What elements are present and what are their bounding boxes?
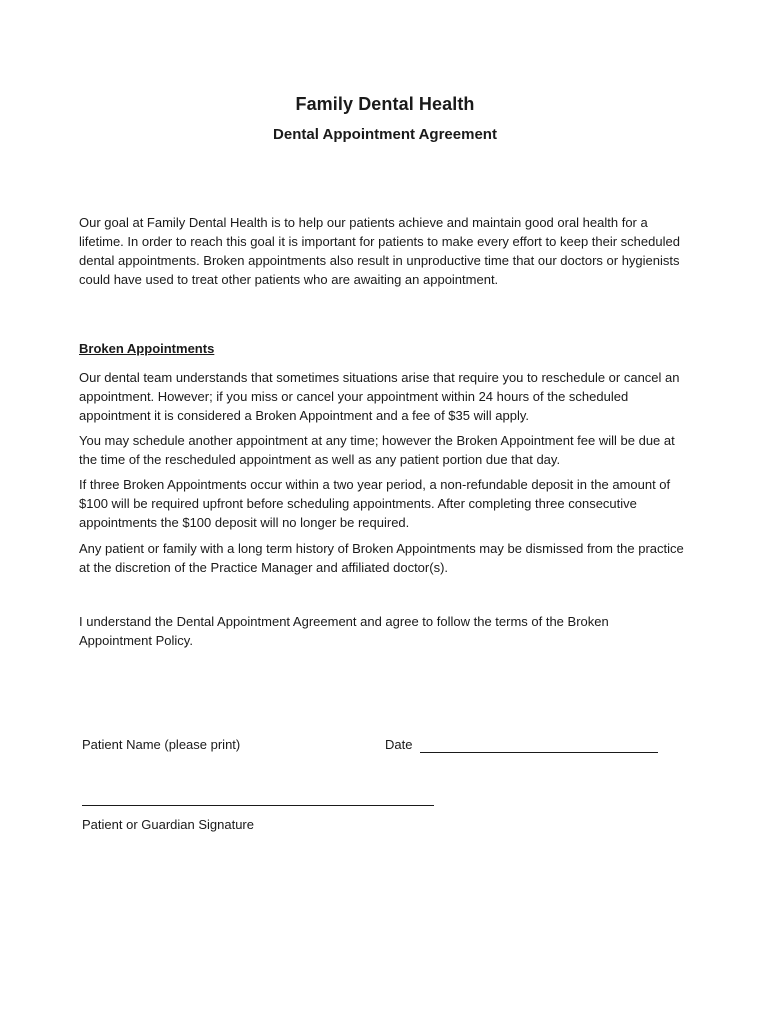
document-subtitle: Dental Appointment Agreement: [273, 126, 497, 143]
broken-appointments-heading: Broken Appointments: [79, 341, 215, 356]
date-label: Date: [385, 737, 413, 752]
signature-label: Patient or Guardian Signature: [82, 817, 254, 832]
patient-name-label: Patient Name (please print): [82, 737, 241, 752]
document-title: Family Dental Health: [295, 94, 475, 114]
intro-paragraph: Our goal at Family Dental Health is to help our patients achieve and maintain good oral health for a lifetime. In order to reach this goal it is important for patients to make every effort to keep their scheduled dental appointments. Broken appointments also result in unproductive time that our doctors or hygienists could have used to treat other patients who are awaiting an appointment.: [79, 215, 680, 287]
policy-paragraph-reschedule: Our dental team understands that sometimes situations arise that require you to reschedule or cancel an appointment. However; if you miss or cancel your appointment within 24 hours of the scheduled appointment it is considered a Broken Appointment and a fee of $35 will apply.: [79, 370, 680, 423]
date-field-line[interactable]: [420, 752, 658, 753]
signature-field-line[interactable]: [82, 805, 434, 806]
policy-paragraph-dismissal: Any patient or family with a long term history of Broken Appointments may be dismissed from the practice at the discretion of the Practice Manager and affiliated doctor(s).: [79, 541, 684, 575]
policy-paragraph-deposit: If three Broken Appointments occur within a two year period, a non-refundable deposit in the amount of $100 will be required upfront before scheduling appointments. After completing three consecutive appointments the $100 deposit will no longer be required.: [79, 477, 671, 530]
policy-paragraph-fee-due: You may schedule another appointment at any time; however the Broken Appointment fee will be due at the time of the rescheduled appointment as well as any patient portion due that day.: [79, 433, 675, 467]
acknowledgement-statement: I understand the Dental Appointment Agreement and agree to follow the terms of the Broken Appointment Policy.: [79, 614, 609, 648]
